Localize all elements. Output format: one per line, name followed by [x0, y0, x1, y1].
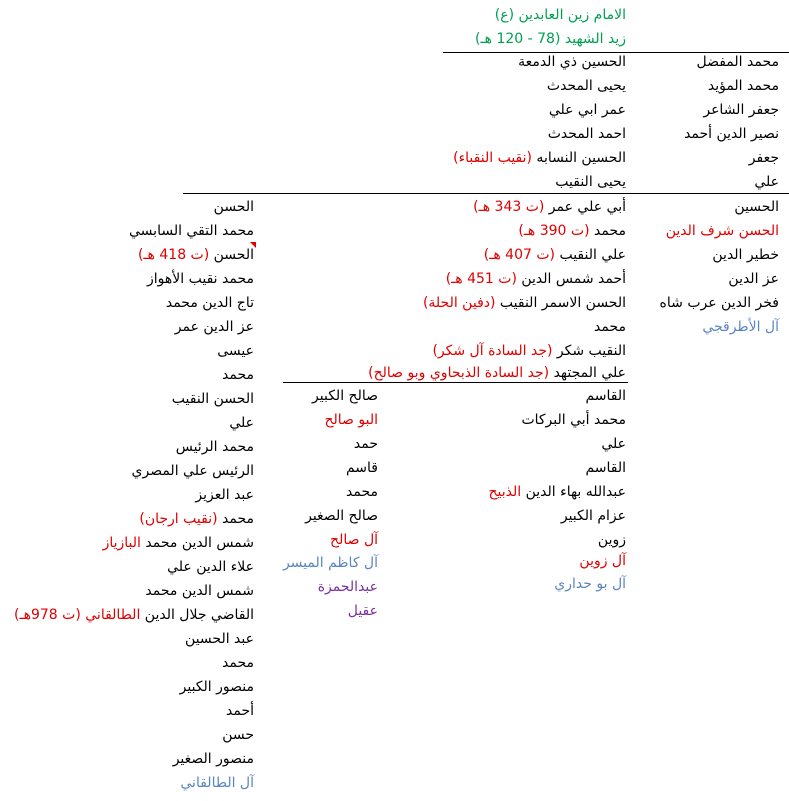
middle-name	[368, 363, 626, 383]
left-name	[185, 629, 254, 649]
middle-name	[555, 172, 626, 192]
middle-name	[518, 221, 626, 241]
right-name-text: خطير الدين	[712, 247, 779, 263]
middle-name-note: (ت 390 هـ)	[518, 223, 590, 239]
salih-name	[305, 506, 378, 526]
salih-name	[348, 601, 378, 621]
left-name-date: (ت 978هـ)	[14, 607, 86, 623]
middle-name-text: عمر ابي علي	[548, 102, 626, 118]
middle-name-text: أبي علي عمر	[544, 199, 626, 215]
middle-name-text: علي المجتهد	[549, 365, 626, 381]
right-name	[684, 124, 779, 144]
left-name-text: علاء الدين علي	[167, 559, 254, 575]
right-name	[666, 221, 779, 241]
middle-name	[594, 317, 626, 337]
left-name	[176, 437, 254, 457]
lower-name	[488, 482, 626, 502]
middle-name-note: (جد السادة آل شكر)	[432, 343, 553, 359]
left-name	[222, 653, 254, 673]
middle-name	[548, 124, 626, 144]
left-name-text: شمس الدين محمد	[145, 583, 254, 599]
left-name-text: منصور الكبير	[179, 679, 254, 695]
right-name-text: جعفر الشاعر	[703, 102, 779, 118]
left-name	[147, 269, 254, 289]
right-name-text: الحسين	[734, 199, 779, 215]
divider-lower	[283, 382, 628, 383]
left-name	[132, 461, 254, 481]
lower-name-note: الذبيح	[488, 484, 522, 500]
header-line1: الامام زين العابدين (ع)	[494, 7, 626, 23]
left-name-text: القاضي جلال الدين	[140, 607, 254, 623]
middle-name-text: الحسين النسابه	[531, 150, 626, 166]
left-name	[195, 485, 254, 505]
left-name-text: علي	[229, 415, 254, 431]
right-name-text: علي	[754, 174, 779, 190]
left-name-text: محمد	[217, 511, 254, 527]
right-name	[728, 269, 779, 289]
lower-name	[561, 506, 626, 526]
middle-name	[423, 293, 626, 313]
middle-name-text: النقيب شكر	[552, 343, 626, 359]
right-name	[708, 76, 779, 96]
middle-name-text: يحيى المحدث	[546, 78, 626, 94]
left-name-text: محمد التقي السابسي	[129, 223, 254, 239]
right-name-text: فخر الدين عرب شاه	[659, 295, 779, 311]
left-name	[175, 317, 254, 337]
middle-name	[432, 341, 626, 361]
left-name	[129, 221, 254, 241]
lower-name-text: علي	[601, 436, 626, 452]
left-name-text: الحسن النقيب	[171, 391, 254, 407]
left-name	[222, 365, 254, 385]
left-name-text: عيسى	[217, 343, 254, 359]
left-name-text: محمد نقيب الأهواز	[147, 271, 254, 287]
middle-name-text: محمد	[589, 223, 626, 239]
salih-name	[346, 482, 378, 502]
salih-name-text: آل كاظم الميسر	[282, 555, 378, 571]
middle-name	[473, 197, 626, 217]
left-name	[138, 245, 254, 265]
left-name	[145, 581, 254, 601]
right-name	[660, 293, 779, 313]
salih-name-text: عبدالحمزة	[317, 579, 378, 595]
lower-name-note: آل زوين	[579, 553, 626, 569]
right-name-text: الحسن شرف الدين	[665, 223, 779, 239]
middle-name	[484, 245, 626, 265]
right-name	[702, 317, 779, 337]
right-name	[734, 197, 779, 217]
left-name	[14, 605, 254, 625]
lower-name	[601, 434, 626, 454]
right-name-text: نصير الدين أحمد	[684, 126, 779, 142]
middle-name-text: الحسين ذي الدمعة	[518, 54, 626, 70]
left-name	[180, 677, 254, 697]
salih-name	[324, 410, 378, 430]
cell-comment-marker	[250, 242, 256, 248]
lower-name	[585, 458, 626, 478]
salih-name-text: صالح الكبير	[312, 388, 378, 404]
left-name	[180, 773, 254, 793]
left-name	[217, 341, 254, 361]
lower-name-note: آل بو حداري	[554, 576, 626, 592]
left-name	[226, 701, 254, 721]
salih-name	[354, 434, 378, 454]
middle-name-text: محمد	[594, 319, 626, 335]
left-name	[139, 509, 254, 529]
middle-name-note: (نقيب النقباء)	[453, 150, 532, 166]
left-name-text: تاج الدين محمد	[165, 295, 254, 311]
lower-name-text: عبدالله بهاء الدين	[521, 484, 626, 500]
middle-name-note: (ت 451 هـ)	[445, 271, 517, 287]
left-name-text: الحسن	[213, 199, 254, 215]
left-name	[172, 389, 254, 409]
lower-name-text: محمد أبي البركات	[521, 412, 626, 428]
right-name	[703, 100, 779, 120]
left-name-text: عز الدين عمر	[174, 319, 254, 335]
right-name-text: عز الدين	[728, 271, 779, 287]
left-name-text: شمس الدين محمد	[140, 535, 254, 551]
left-name-note: (نقيب ارجان)	[139, 511, 218, 527]
left-name-text: منصور الصغير	[172, 751, 254, 767]
left-name-text: الرئيس علي المصري	[131, 463, 254, 479]
left-name-note: آل الطالقاني	[180, 775, 254, 791]
salih-name	[312, 386, 378, 406]
left-name-text: محمد	[222, 655, 254, 671]
lower-name	[521, 410, 626, 430]
left-name-text: عبد العزيز	[195, 487, 254, 503]
middle-name-note: (جد السادة الذبحاوي وبو صالح)	[368, 365, 550, 381]
lower-name	[554, 574, 626, 594]
middle-name-text: علي النقيب	[555, 247, 626, 263]
salih-name	[330, 530, 378, 550]
salih-name-text: عقيل	[347, 603, 378, 619]
left-name	[103, 533, 254, 553]
middle-name	[453, 148, 626, 168]
divider-middle	[183, 193, 789, 194]
middle-name	[518, 52, 626, 72]
left-name	[173, 749, 254, 769]
salih-name	[283, 553, 378, 573]
right-name-text: محمد المؤيد	[707, 78, 779, 94]
left-name-text: عبد الحسين	[185, 631, 254, 647]
middle-name-text: يحيى النقيب	[555, 174, 626, 190]
salih-name-text: آل صالح	[330, 532, 378, 548]
lower-name	[579, 551, 626, 571]
left-name	[166, 293, 254, 313]
left-name	[214, 197, 254, 217]
left-name	[229, 413, 254, 433]
lower-name-text: القاسم	[585, 388, 626, 404]
left-name	[167, 557, 254, 577]
lower-name-text: القاسم	[585, 460, 626, 476]
salih-name	[346, 458, 378, 478]
lower-name-text: زوين	[597, 532, 626, 548]
salih-name	[318, 577, 378, 597]
left-name-note: الطالقاني	[85, 607, 141, 623]
left-name-text: حسن	[222, 727, 254, 743]
salih-name-text: صالح الصغير	[305, 508, 378, 524]
left-name-text: الحسن	[209, 247, 254, 263]
right-name	[749, 148, 779, 168]
middle-name-note: (ت 343 هـ)	[473, 199, 545, 215]
left-name-note: البازياز	[102, 535, 141, 551]
right-name-text: آل الأطرقجي	[702, 319, 779, 335]
lower-name	[598, 530, 626, 550]
middle-name	[446, 269, 626, 289]
left-name-note: (ت 418 هـ)	[137, 247, 210, 263]
right-name	[696, 52, 779, 72]
middle-name-note: (ت 407 هـ)	[483, 247, 555, 263]
middle-name	[547, 76, 626, 96]
middle-name-text: احمد المحدث	[547, 126, 626, 142]
middle-name-note: (دفين الحلة)	[422, 295, 496, 311]
left-name-text: أحمد	[226, 703, 254, 719]
middle-name-text: أحمد شمس الدين	[516, 271, 626, 287]
header-line2: زيد الشهيد (78 - 120 هـ)	[475, 31, 626, 47]
lower-name	[585, 386, 626, 406]
right-name	[712, 245, 779, 265]
salih-name-text: حمد	[353, 436, 378, 452]
left-name-text: محمد	[222, 367, 254, 383]
left-name	[222, 725, 254, 745]
lower-name-text: عزام الكبير	[560, 508, 626, 524]
middle-name	[549, 100, 626, 120]
right-name-text: محمد المفضل	[696, 54, 779, 70]
left-name-text: محمد الرئيس	[175, 439, 254, 455]
middle-name-text: الحسن الاسمر النقيب	[495, 295, 626, 311]
right-name	[754, 172, 779, 192]
right-name-text: جعفر	[748, 150, 779, 166]
salih-name-text: قاسم	[345, 460, 378, 476]
salih-name-text: محمد	[346, 484, 378, 500]
salih-name-text: البو صالح	[324, 412, 378, 428]
